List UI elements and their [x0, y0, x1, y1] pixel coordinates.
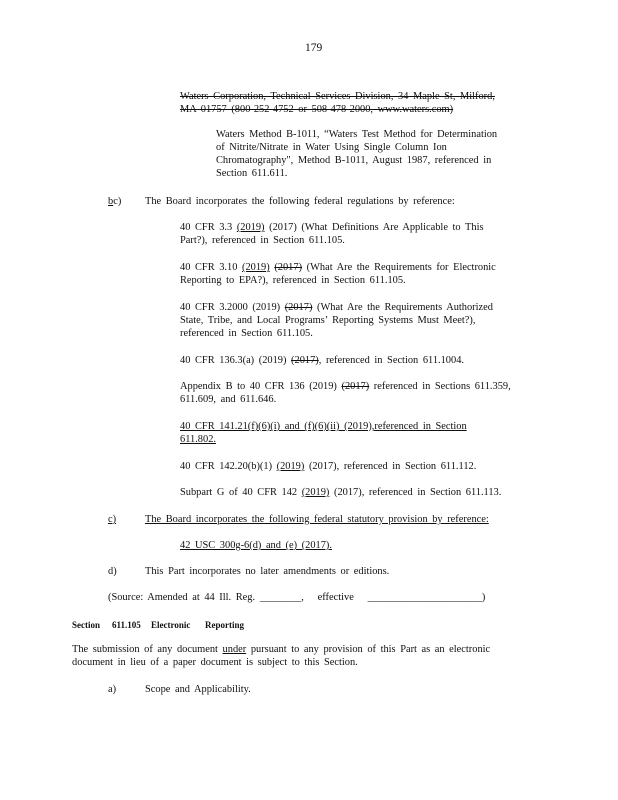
- para-a-label: a): [108, 684, 117, 695]
- ref-8-part-a: Subpart G of 40 CFR 142: [180, 487, 302, 498]
- ref-8-part-b: (2017), referenced in Section 611.113.: [329, 487, 502, 498]
- ref-5-line1: [180, 380, 511, 394]
- ref-5-part-a: Appendix B to 40 CFR 136 (2019): [180, 381, 342, 392]
- ref-2-line2: Reporting to EPA?), referenced in Section 611.105.: [180, 275, 406, 286]
- source-blank-1: ________: [259, 592, 302, 603]
- body-part-b: pursuant to any provision of this Part as an electronic: [246, 644, 491, 655]
- body-inserted-word: under: [222, 644, 247, 655]
- ref-4-old-year: (2017): [291, 355, 319, 366]
- label-c: c): [113, 196, 122, 207]
- ref-6-line2: 611.802.: [180, 434, 216, 445]
- waters-method-line2: of Nitrite/Nitrate in Water Using Single Column Ion: [216, 142, 447, 153]
- body-line1: [72, 643, 490, 657]
- source-note: [108, 591, 485, 605]
- ref-1-part-a: 40 CFR 3.3: [180, 222, 237, 233]
- ref-5-part-b: referenced in Sections 611.359,: [369, 381, 511, 392]
- ref-8-new-year: (2019): [301, 487, 330, 498]
- ref-3-line3: referenced in Section 611.105.: [180, 328, 313, 339]
- waters-address-line1: Waters Corporation, Technical Services Division, 34 Maple St, Milford,: [180, 91, 495, 102]
- body-line2: document in lieu of a paper document is subject to this Section.: [72, 657, 358, 668]
- ref-7-line1: [180, 460, 476, 474]
- para-c-text: The Board incorporates the following federal statutory provision by reference:: [145, 514, 489, 525]
- source-comma: ,: [301, 592, 304, 603]
- ref-4-line1: [180, 354, 464, 368]
- ref-3-old-year: (2017): [284, 302, 313, 313]
- ref-4-part-a: 40 CFR 136.3(a) (2019): [180, 355, 292, 366]
- para-c-label: c): [108, 514, 117, 525]
- ref-7-part-a: 40 CFR 142.20(b)(1): [180, 461, 277, 472]
- ref-1-line1: [180, 221, 484, 235]
- ref-8-line1: [180, 486, 501, 500]
- ref-4-part-b: , referenced in Section 611.1004.: [318, 355, 464, 366]
- body-part-a: The submission of any document: [72, 644, 223, 655]
- ref-3-part-a: 40 CFR 3.2000 (2019): [180, 302, 285, 313]
- waters-address-line2: MA 01757 (800-252-4752 or 508-478-2000, www.waters.com): [180, 104, 454, 115]
- section-heading-label: Section: [72, 620, 100, 630]
- ref-1-part-b: (2017) (What Definitions Are Applicable to This: [264, 222, 484, 233]
- ref-2-old-year: (2017): [274, 262, 303, 273]
- ref-5-old-year: (2017): [341, 381, 370, 392]
- source-text-a: (Source: Amended at 44 Ill. Reg.: [108, 592, 256, 603]
- ref-3-line1: [180, 301, 493, 315]
- ref-5-line2: 611.609, and 611.646.: [180, 394, 277, 405]
- ref-3-line2: State, Tribe, and Local Programs’ Reporting Systems Must Meet?),: [180, 315, 476, 326]
- source-blank-2: ______________________): [367, 592, 486, 603]
- section-heading-word1: Electronic: [151, 620, 191, 630]
- para-c-ref: 42 USC 300g-6(d) and (e) (2017).: [180, 540, 332, 551]
- ref-2-new-year: (2019): [242, 262, 270, 273]
- source-text-b: effective: [317, 592, 354, 603]
- section-heading-number: 611.105: [112, 620, 141, 630]
- ref-6-line1: 40 CFR 141.21(f)(6)(i) and (f)(6)(ii) (2019),referenced in Section: [180, 421, 467, 432]
- section-heading-word2: Reporting: [205, 620, 244, 630]
- page-number: 179: [305, 42, 323, 54]
- para-bc-text: The Board incorporates the following federal regulations by reference:: [145, 196, 455, 207]
- para-bc-label: [108, 195, 121, 209]
- ref-1-new-year: (2019): [236, 222, 265, 233]
- waters-method-line1: Waters Method B-1011, “Waters Test Method for Determination: [216, 129, 498, 140]
- ref-2-part-a: 40 CFR 3.10: [180, 262, 243, 273]
- waters-method-line3: Chromatography", Method B-1011, August 1987, referenced in: [216, 155, 492, 166]
- ref-7-new-year: (2019): [276, 461, 305, 472]
- para-d-text: This Part incorporates no later amendments or editions.: [145, 566, 390, 577]
- ref-7-part-b: (2017), referenced in Section 611.112.: [304, 461, 477, 472]
- ref-2-part-b: (What Are the Requirements for Electronic: [302, 262, 496, 273]
- label-b-inserted: b: [108, 196, 114, 207]
- para-a-text: Scope and Applicability.: [145, 684, 251, 695]
- ref-2-line1: [180, 261, 496, 275]
- waters-method-line4: Section 611.611.: [216, 168, 288, 179]
- ref-1-line2: Part?), referenced in Section 611.105.: [180, 235, 345, 246]
- para-d-label: d): [108, 566, 117, 577]
- ref-3-part-b: (What Are the Requirements Authorized: [312, 302, 493, 313]
